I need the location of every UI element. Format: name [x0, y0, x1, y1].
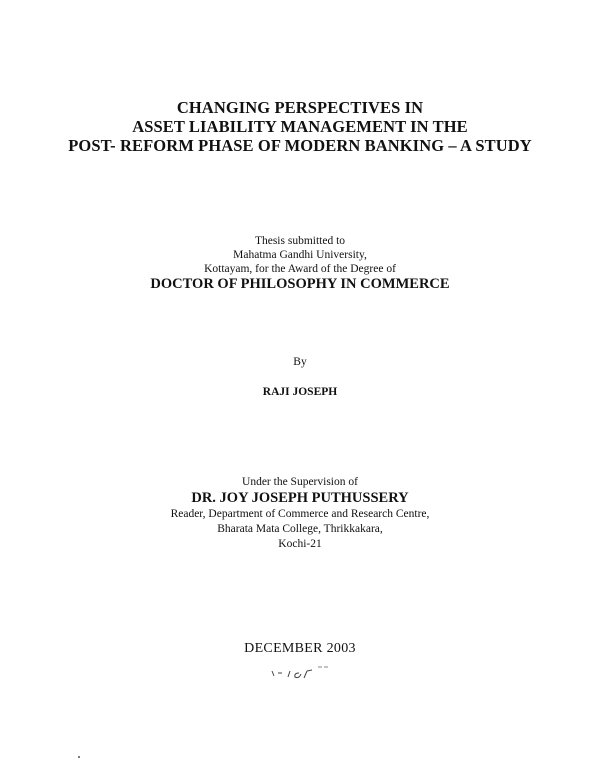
degree-title: DOCTOR OF PHILOSOPHY IN COMMERCE: [150, 276, 450, 292]
supervisor-name: DR. JOY JOSEPH PUTHUSSERY: [191, 490, 409, 506]
submission-date: DECEMBER 2003: [244, 641, 356, 656]
by-label: By: [293, 356, 307, 368]
supervision-intro: Under the Supervision of: [242, 476, 358, 488]
title-line-3: POST- REFORM PHASE OF MODERN BANKING – A STUDY: [68, 136, 532, 155]
scan-speck: [78, 756, 80, 758]
title-line-1: CHANGING PERSPECTIVES IN: [176, 98, 424, 117]
submission-line-2: Mahatma Gandhi University,: [233, 249, 367, 261]
handwritten-mark: [266, 662, 346, 682]
submission-line-1: Thesis submitted to: [254, 235, 346, 247]
supervisor-affiliation-2: Bharata Mata College, Thrikkakara,: [217, 523, 383, 535]
title-line-2: ASSET LIABILITY MANAGEMENT IN THE: [132, 117, 468, 136]
supervisor-affiliation-3: Kochi-21: [278, 538, 322, 550]
author-name: RAJI JOSEPH: [262, 386, 338, 398]
submission-line-3: Kottayam, for the Award of the Degree of: [204, 263, 396, 275]
supervisor-affiliation-1: Reader, Department of Commerce and Research Centre,: [170, 508, 430, 520]
